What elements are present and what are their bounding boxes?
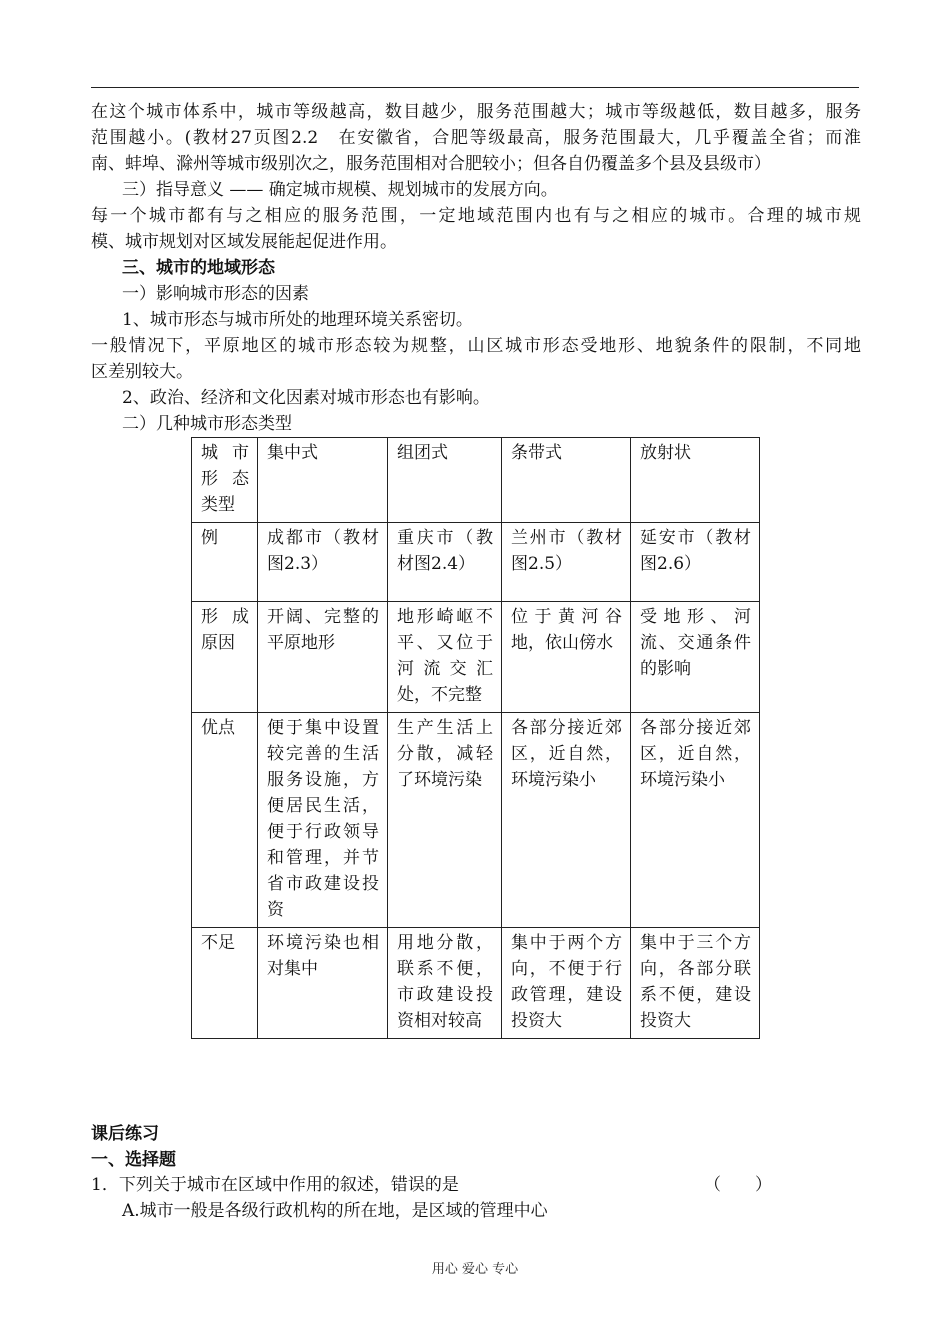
table-cell: 条带式 xyxy=(502,438,631,523)
table-cell: 环境污染也相对集中 xyxy=(258,928,388,1039)
table-cell: 城市形态类型 xyxy=(192,438,258,523)
table-cell: 各部分接近郊区，近自然，环境污染小 xyxy=(631,713,760,928)
table-cell: 延安市（教材图2.6） xyxy=(631,523,760,602)
table-cell: 组团式 xyxy=(388,438,502,523)
paragraph-line: 1、城市形态与城市所处的地理环境关系密切。 xyxy=(122,310,473,330)
table-cell: 各部分接近郊区，近自然，环境污染小 xyxy=(502,713,631,928)
subsection-heading: 一）影响城市形态的因素 xyxy=(122,284,309,304)
paragraph-line: 区差别较大。 xyxy=(91,362,193,382)
table-cell: 兰州市（教材图2.5） xyxy=(502,523,631,602)
table-cell: 成都市（教材图2.3） xyxy=(258,523,388,602)
table-row xyxy=(192,713,760,928)
table-row xyxy=(192,438,760,523)
table-cell: 优点 xyxy=(192,713,258,928)
table-cell: 地形崎岖不平、又位于河流交汇处，不完整 xyxy=(388,602,502,713)
paragraph-line: 一般情况下，平原地区的城市形态较为规整，山区城市形态受地形、地貌条件的限制，不同地 xyxy=(91,336,861,356)
subsection-heading: 二）几种城市形态类型 xyxy=(122,414,292,434)
page-footer: 用心 爱心 专心 xyxy=(431,1262,519,1277)
exercise-section: 一、选择题 xyxy=(91,1150,176,1170)
table-row xyxy=(192,928,760,1039)
paragraph-line: 模、城市规划对区域发展能起促进作用。 xyxy=(91,232,397,252)
table-cell: 放射状 xyxy=(631,438,760,523)
answer-blank: （ ） xyxy=(704,1175,772,1195)
table-cell: 集中于两个方向，不便于行政管理，建设投资大 xyxy=(502,928,631,1039)
exercise-heading: 课后练习 xyxy=(91,1124,159,1144)
table-row xyxy=(192,523,760,602)
table-cell: 便于集中设置较完善的生活服务设施，方便居民生活，便于行政领导和管理，并节省市政建设投资 xyxy=(258,713,388,928)
section-heading: 三、城市的地域形态 xyxy=(122,258,275,278)
paragraph-line: 2、政治、经济和文化因素对城市形态也有影响。 xyxy=(122,388,490,408)
city-form-table xyxy=(191,437,760,1039)
table-cell: 生产生活上分散，减轻了环境污染 xyxy=(388,713,502,928)
table-cell: 受地形、河流、交通条件的影响 xyxy=(631,602,760,713)
paragraph-line: 南、蚌埠、滁州等城市级别次之，服务范围相对合肥较小；但各自仍覆盖多个县及县级市） xyxy=(91,154,771,174)
question-text: 1．下列关于城市在区域中作用的叙述，错误的是 xyxy=(91,1175,459,1195)
table-cell: 形成原因 xyxy=(192,602,258,713)
table-cell: 开阔、完整的平原地形 xyxy=(258,602,388,713)
paragraph-line: 范围越小。(教材27页图2.2 在安徽省，合肥等级最高，服务范围最大，几乎覆盖全省；而淮 xyxy=(91,128,861,148)
paragraph-line: 在这个城市体系中，城市等级越高，数目越少，服务范围越大；城市等级越低，数目越多，服务 xyxy=(91,102,861,122)
table-cell: 例 xyxy=(192,523,258,602)
table-cell: 用地分散，联系不便，市政建设投资相对较高 xyxy=(388,928,502,1039)
paragraph-line: 每一个城市都有与之相应的服务范围，一定地域范围内也有与之相应的城市。合理的城市规 xyxy=(91,206,861,226)
option-a: A.城市一般是各级行政机构的所在地，是区域的管理中心 xyxy=(122,1201,548,1221)
table-cell: 不足 xyxy=(192,928,258,1039)
header-rule xyxy=(91,87,859,88)
table-cell: 重庆市（教材图2.4） xyxy=(388,523,502,602)
table-cell: 集中式 xyxy=(258,438,388,523)
table-row xyxy=(192,602,760,713)
table-cell: 集中于三个方向，各部分联系不便，建设投资大 xyxy=(631,928,760,1039)
table-cell: 位于黄河谷地，依山傍水 xyxy=(502,602,631,713)
paragraph-line: 三）指导意义 —— 确定城市规模、规划城市的发展方向。 xyxy=(122,180,558,200)
